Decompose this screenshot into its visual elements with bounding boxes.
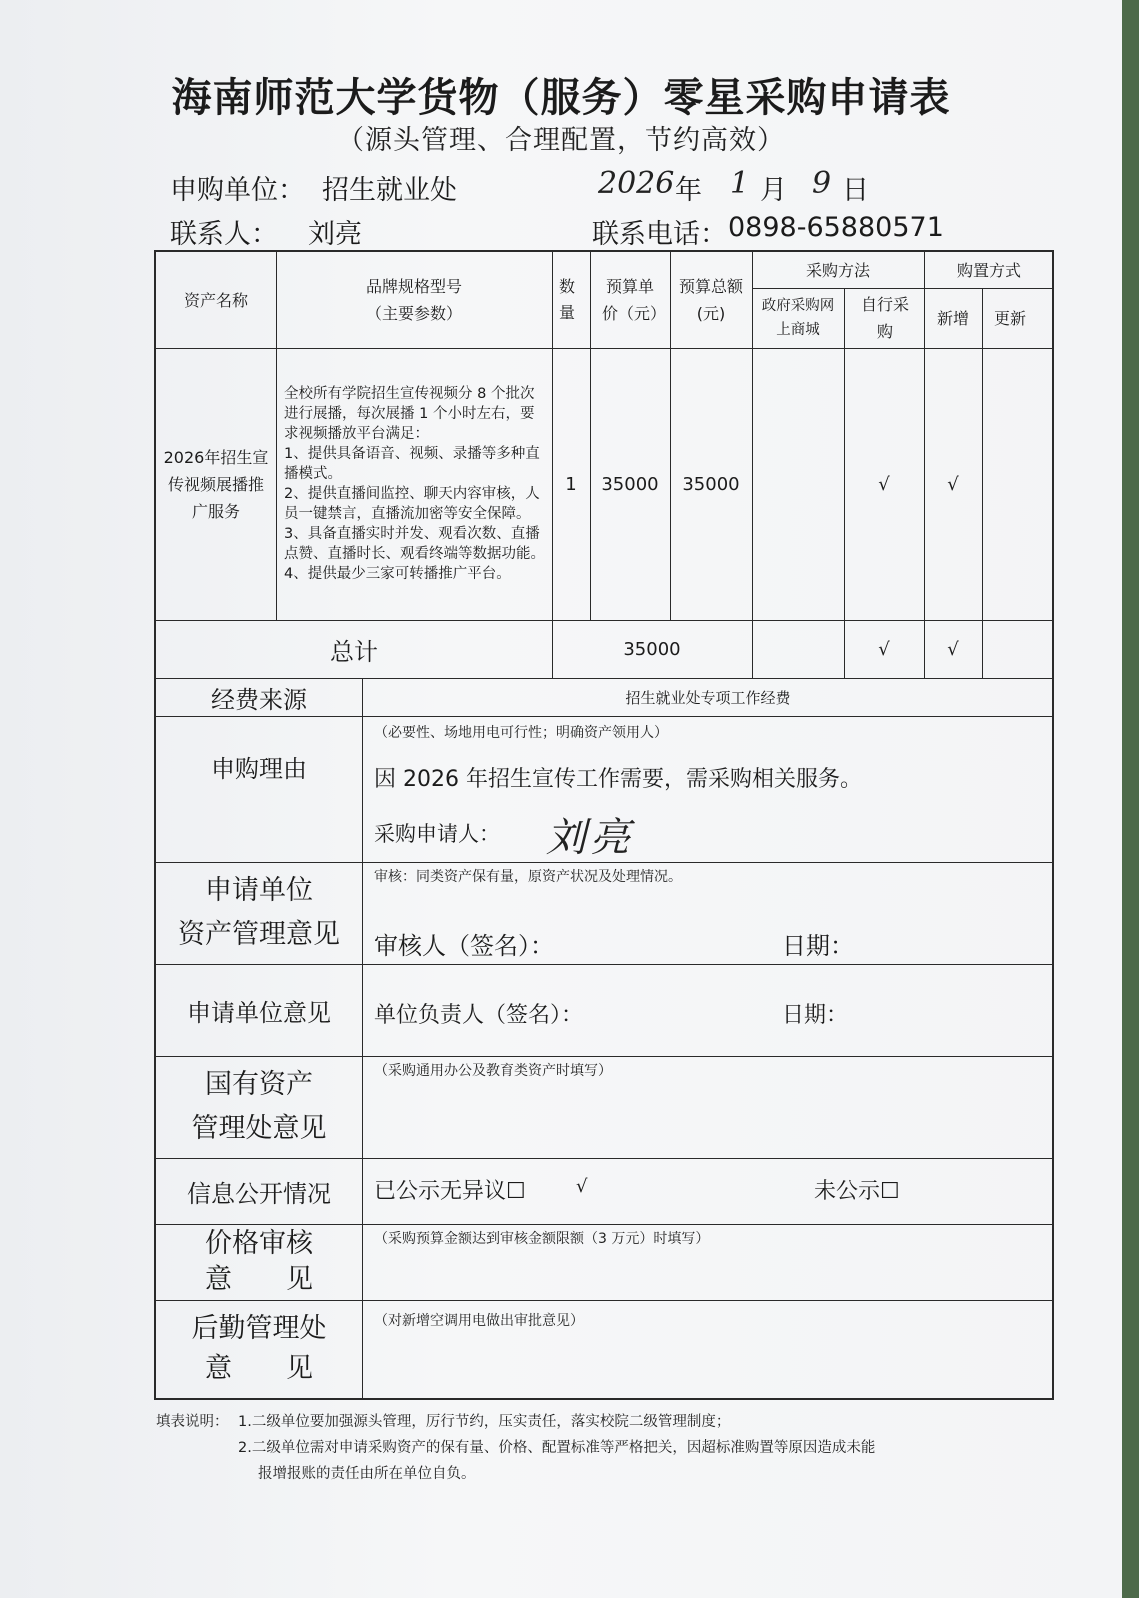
footnote-item-2-line-2: 报增报账的责任由所在单位自负。: [258, 1466, 476, 1482]
header-type-new: 新增: [937, 308, 970, 328]
logistics-label-1: 后勤管理处: [191, 1313, 327, 1344]
state-asset-label-1: 国有资产: [205, 1069, 313, 1100]
funding-label: 经费来源: [211, 685, 307, 714]
state-asset-note: （采购通用办公及教育类资产时填写）: [374, 1063, 612, 1079]
summary-new-check: √: [947, 638, 959, 660]
row-spec: 全校所有学院招生宣传视频分 8 个批次进行展播，每次展播 1 个小时左右，要求视频播放平台满足： 1、提供具备语音、视频、录播等多种直播模式。 2、提供直播间监控、聊天内容审核，人员一键禁言，直播流加密等安全保障。 3、具备直播实时并发、观看次数、直播点赞、直播时长、观看终端等数据功能。 4、提供最少三家可转播推广平台。: [284, 386, 545, 582]
row-self-purchase-check: √: [878, 473, 890, 495]
logistics-label-2: 意 见: [205, 1353, 313, 1384]
asset-mgmt-label-1: 申请单位: [205, 875, 313, 906]
applicant-unit-value: 招生就业处: [322, 175, 457, 206]
phone-value: 0898-65880571: [728, 212, 944, 243]
logistics-note: （对新增空调用电做出审批意见）: [374, 1313, 584, 1329]
date-year-label: 年: [675, 175, 702, 206]
date-day-label: 日: [842, 175, 869, 206]
disclosure-published: 已公示无异议☐: [374, 1179, 526, 1204]
summary-self-purchase-check: √: [878, 638, 890, 660]
summary-total: 35000: [623, 638, 681, 660]
price-review-note: （采购预算金额达到审核金额限额（3 万元）时填写）: [374, 1231, 710, 1247]
header-method-self: 自行采购: [860, 295, 909, 341]
application-table: [154, 250, 1054, 1400]
contact-label: 联系人：: [170, 219, 278, 250]
footnote-item-2-line-1: 2.二级单位需对申请采购资产的保有量、价格、配置标准等严格把关，因超标准购置等原因造成未能: [238, 1440, 876, 1456]
disclosure-label: 信息公开情况: [187, 1179, 331, 1208]
date-day: 9: [812, 166, 832, 201]
unit-opinion-signer: 单位负责人（签名）：: [374, 1003, 584, 1028]
form-subtitle: （源头管理、合理配置，节约高效）: [337, 125, 785, 156]
reason-signature: 刘亮: [546, 815, 634, 861]
header-brand-spec-sub: （主要参数）: [365, 304, 462, 323]
state-asset-label-2: 管理处意见: [191, 1113, 327, 1144]
header-total: 预算总额(元): [678, 277, 743, 323]
applicant-unit-label: 申购单位：: [170, 175, 305, 206]
row-asset-name: 2026年招生宣传视频展播推广服务: [163, 447, 269, 521]
date-month-label: 月: [760, 175, 787, 206]
row-quantity: 1: [565, 473, 577, 495]
header-method-gov: 政府采购网上商城: [761, 298, 835, 338]
phone-label: 联系电话：: [592, 219, 727, 250]
asset-mgmt-note: 审核：同类资产保有量，原资产状况及处理情况。: [374, 869, 682, 885]
state-asset-label: [156, 1056, 362, 1158]
row-total: 35000: [682, 473, 740, 495]
row-spec-cell: [284, 348, 546, 620]
asset-mgmt-label-2: 资产管理意见: [178, 919, 340, 950]
header-type-update: 更新: [994, 308, 1027, 328]
date-month: 1: [730, 166, 750, 201]
disclosure-unpublished: 未公示☐: [814, 1179, 900, 1204]
price-review-label: [156, 1224, 362, 1300]
asset-mgmt-date: 日期：: [782, 932, 854, 960]
date-year: 2026: [598, 166, 675, 201]
unit-opinion-date: 日期：: [782, 1003, 849, 1028]
footnote-item-1: 1.二级单位要加强源头管理，厉行节约，压实责任，落实校院二级管理制度；: [238, 1414, 731, 1430]
reason-label: 申购理由: [211, 754, 307, 783]
header-brand-spec: [276, 252, 552, 348]
header-method: 采购方法: [805, 260, 870, 280]
reason-text: 因 2026 年招生宣传工作需要，需采购相关服务。: [374, 767, 862, 792]
form-title: 海南师范大学货物（服务）零星采购申请表: [171, 75, 951, 121]
row-unit-price: 35000: [601, 473, 659, 495]
price-review-label-1: 价格审核: [205, 1228, 313, 1259]
contact-value: 刘亮: [308, 219, 362, 250]
asset-mgmt-label: [156, 862, 362, 964]
unit-opinion-label: 申请单位意见: [187, 998, 331, 1027]
price-review-label-2: 意 见: [205, 1264, 313, 1295]
reason-applicant-label: 采购申请人：: [374, 822, 500, 846]
row-new-check: √: [947, 473, 959, 495]
header-asset-name: 资产名称: [183, 290, 248, 310]
header-unit-price: 预算单价（元）: [602, 277, 667, 323]
header-purchase-type: 购置方式: [956, 260, 1021, 280]
header-quantity: 数量: [558, 277, 575, 322]
logistics-label: [156, 1300, 362, 1398]
asset-mgmt-reviewer: 审核人（签名）：: [374, 932, 554, 960]
reason-note: （必要性、场地用电可行性；明确资产领用人）: [374, 725, 668, 741]
summary-label: 总计: [330, 637, 378, 666]
funding-value: 招生就业处专项工作经费: [625, 688, 791, 707]
header-brand-spec-main: 品牌规格型号: [365, 277, 462, 296]
disclosure-published-check: √: [576, 1176, 588, 1197]
footnote-intro: 填表说明：: [156, 1414, 229, 1430]
